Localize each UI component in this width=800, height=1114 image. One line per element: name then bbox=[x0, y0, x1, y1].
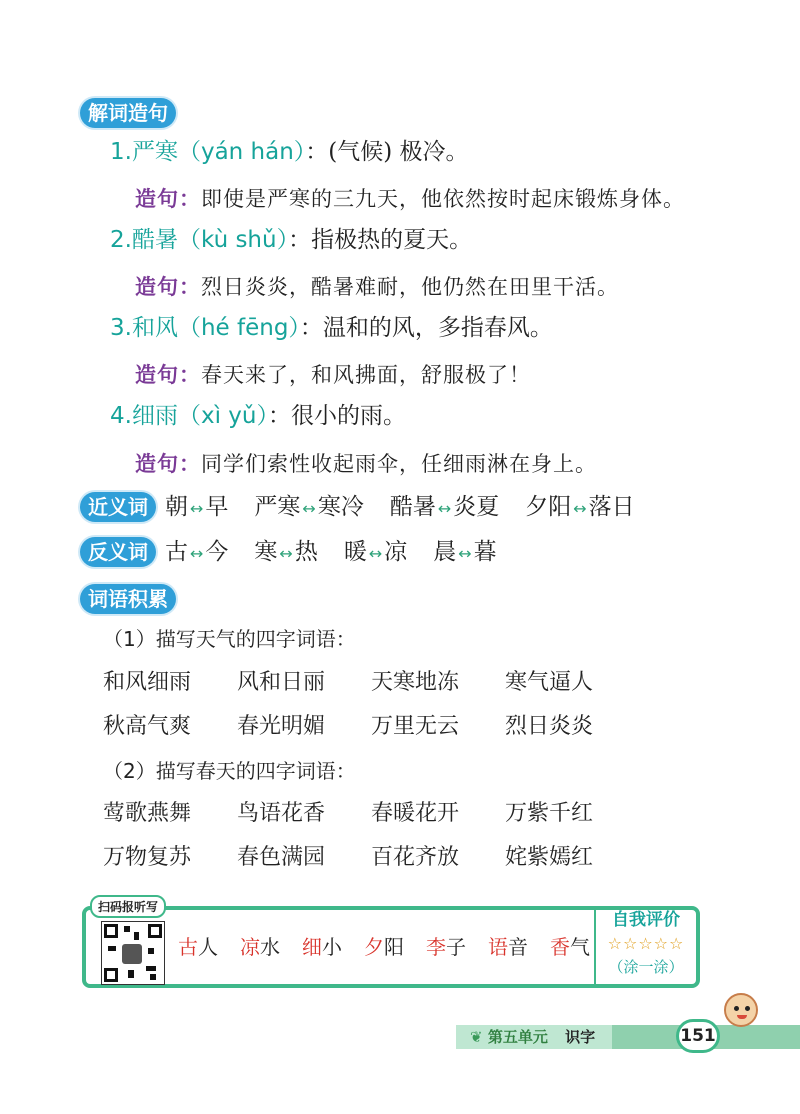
dictation-word: 语音 bbox=[488, 935, 528, 959]
word-item: 寒气逼人 bbox=[505, 670, 594, 695]
antonym-pair: 寒 ↔热 bbox=[254, 539, 318, 565]
entry-3 bbox=[110, 313, 553, 343]
sentence-text: 同学们索性收起雨伞，任细雨淋在身上。 bbox=[201, 452, 597, 476]
entry-number: 3. bbox=[110, 315, 132, 341]
dictation-word: 夕阳 bbox=[364, 935, 404, 959]
self-evaluation bbox=[594, 908, 696, 984]
synonym-pair: 夕阳 ↔落日 bbox=[525, 494, 635, 520]
mascot-icon bbox=[724, 993, 758, 1027]
dictation-word: 细小 bbox=[302, 935, 342, 959]
word-item: 莺歌燕舞 bbox=[103, 801, 192, 826]
double-arrow-icon: ↔ bbox=[573, 499, 587, 518]
word-item: 万紫千红 bbox=[505, 801, 594, 826]
page-number: 151 bbox=[676, 1019, 720, 1053]
entry-pinyin: （hé fēng） bbox=[177, 315, 300, 341]
word-item: 春光明媚 bbox=[237, 714, 326, 739]
sentence-label: 造句： bbox=[135, 363, 201, 387]
section-word-accumulation: 词语积累 bbox=[80, 584, 176, 614]
sentence-3 bbox=[135, 360, 531, 390]
double-arrow-icon: ↔ bbox=[190, 544, 204, 563]
antonym-pair: 古 ↔今 bbox=[165, 539, 229, 565]
entry-2 bbox=[110, 225, 472, 255]
entry-definition: ：很小的雨。 bbox=[267, 403, 406, 429]
entry-word: 细雨 bbox=[131, 403, 178, 429]
section-explain-words: 解词造句 bbox=[80, 98, 176, 128]
dictation-word: 香气 bbox=[550, 935, 590, 959]
sentence-label: 造句： bbox=[135, 187, 201, 211]
word-item: 万里无云 bbox=[371, 714, 460, 739]
sentence-text: 烈日炎炎，酷暑难耐，他仍然在田里干活。 bbox=[201, 275, 619, 299]
section-antonyms: 反义词 bbox=[80, 537, 156, 567]
section-synonyms: 近义词 bbox=[80, 492, 156, 522]
antonym-pair: 暖 ↔凉 bbox=[343, 539, 408, 565]
entry-definition: ：(气候) 极冷。 bbox=[305, 139, 469, 165]
double-arrow-icon: ↔ bbox=[190, 499, 204, 518]
self-evaluation-title: 自我评价 bbox=[612, 910, 680, 930]
double-arrow-icon: ↔ bbox=[368, 544, 383, 563]
entry-number: 4. bbox=[110, 403, 132, 429]
sentence-label: 造句： bbox=[135, 452, 201, 476]
word-item: 百花齐放 bbox=[371, 845, 460, 870]
section-label: 识字 bbox=[565, 1028, 596, 1046]
sentence-label: 造句： bbox=[135, 275, 201, 299]
word-item: 春暖花开 bbox=[371, 801, 460, 826]
word-item: 和风细雨 bbox=[103, 670, 192, 695]
dictation-word: 凉水 bbox=[240, 935, 280, 959]
word-item: 秋高气爽 bbox=[103, 714, 192, 739]
entry-number: 1. bbox=[110, 139, 132, 165]
sentence-text: 即使是严寒的三九天，他依然按时起床锻炼身体。 bbox=[201, 187, 685, 211]
word-item: 万物复苏 bbox=[103, 845, 192, 870]
scan-dictation-tag: 扫码报听写 bbox=[90, 895, 166, 918]
unit-label: 第五单元 bbox=[487, 1028, 548, 1046]
word-item: 烈日炎炎 bbox=[505, 714, 594, 739]
sentence-4 bbox=[135, 449, 597, 479]
leaf-icon: ❦ bbox=[470, 1028, 483, 1046]
dictation-words bbox=[178, 933, 590, 961]
double-arrow-icon: ↔ bbox=[302, 499, 316, 518]
synonym-pairs bbox=[165, 491, 635, 525]
antonym-pairs bbox=[165, 536, 497, 570]
word-item: 春色满园 bbox=[237, 845, 326, 870]
self-evaluation-note: （涂一涂） bbox=[608, 958, 684, 976]
synonym-pair: 酷暑 ↔炎夏 bbox=[389, 494, 500, 520]
entry-word: 和风 bbox=[131, 315, 178, 341]
double-arrow-icon: ↔ bbox=[437, 499, 452, 518]
sentence-1 bbox=[135, 184, 685, 214]
entry-word: 酷暑 bbox=[131, 227, 178, 253]
dictation-word: 李子 bbox=[426, 935, 466, 959]
accumulation-heading-1: （1）描写天气的四字词语： bbox=[103, 627, 356, 651]
word-item: 姹紫嫣红 bbox=[505, 845, 594, 870]
entry-word: 严寒 bbox=[131, 139, 178, 165]
synonym-pair: 朝 ↔早 bbox=[165, 494, 229, 520]
double-arrow-icon: ↔ bbox=[458, 544, 472, 563]
double-arrow-icon: ↔ bbox=[279, 544, 293, 563]
entry-definition: ：温和的风，多指春风。 bbox=[299, 315, 553, 341]
accumulation-heading-2: （2）描写春天的四字词语： bbox=[103, 759, 356, 783]
entry-number: 2. bbox=[110, 227, 132, 253]
sentence-2 bbox=[135, 272, 619, 302]
entry-pinyin: （kù shǔ） bbox=[177, 227, 289, 253]
entry-pinyin: （yán hán） bbox=[177, 139, 306, 165]
entry-1 bbox=[110, 137, 469, 167]
star-rating[interactable]: ☆☆☆☆☆ bbox=[607, 934, 685, 953]
word-item: 鸟语花香 bbox=[237, 801, 326, 826]
antonym-pair: 晨 ↔暮 bbox=[433, 539, 497, 565]
dictation-word: 古人 bbox=[178, 935, 218, 959]
synonym-pair: 严寒 ↔寒冷 bbox=[254, 494, 364, 520]
footer-unit bbox=[470, 1025, 595, 1049]
entry-pinyin: （xì yǔ） bbox=[177, 403, 268, 429]
word-item: 风和日丽 bbox=[237, 670, 326, 695]
word-grid-spring bbox=[103, 799, 639, 873]
entry-4 bbox=[110, 401, 406, 431]
sentence-text: 春天来了，和风拂面，舒服极了！ bbox=[201, 363, 531, 387]
qr-code-icon[interactable] bbox=[101, 921, 165, 985]
word-item: 天寒地冻 bbox=[371, 670, 460, 695]
word-grid-weather bbox=[103, 668, 639, 742]
entry-definition: ：指极热的夏天。 bbox=[288, 227, 473, 253]
